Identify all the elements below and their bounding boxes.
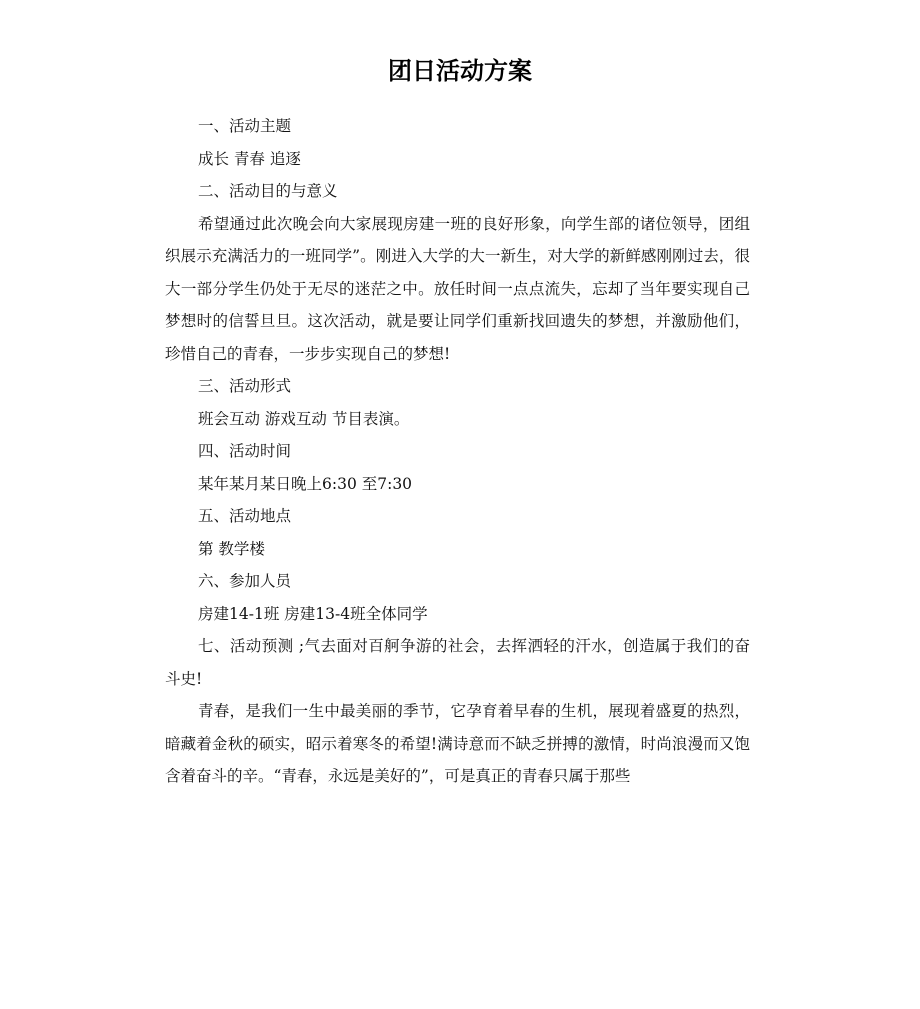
purpose-paragraph: 希望通过此次晚会向大家展现房建一班的良好形象，向学生部的诸位领导，团组织展示充满活力的一班同学”。刚进入大学的大一新生，对大学的新鲜感刚刚过去，很大一部分学生仍处于无尽的迷茫之中。放任时间一点点流失，忘却了当年要实现自己梦想时的信誓旦旦。这次活动，就是要让同学们重新找回遗失的梦想，并激励他们，珍惜自己的青春，一步步实现自己的梦想! [165,214,750,363]
section-prediction-paragraph: 七、活动预测 ;气去面对百舸争游的社会，去挥洒轻的汗水，创造属于我们的奋斗史! [165,637,750,688]
time-text: 某年某月某日晚上6:30 至7:30 [198,474,413,493]
document-title: 团日活动方案 [388,57,532,85]
theme-text: 成长 青春 追逐 [198,149,301,168]
location-text: 第 教学楼 [198,539,265,558]
section-heading-theme: 一、活动主题 [198,117,292,135]
section-heading-format: 三、活动形式 [198,377,292,395]
section-heading-purpose: 二、活动目的与意义 [198,182,338,200]
participants-text: 房建14-1班 房建13-4班全体同学 [198,604,428,623]
youth-paragraph: 青春，是我们一生中最美丽的季节，它孕育着早春的生机，展现着盛夏的热烈，暗藏着金秋的硕实，昭示着寒冬的希望!满诗意而不缺乏拼搏的激情，时尚浪漫而又饱含着奋斗的辛。“青春，永远是美好的”，可是真正的青春只属于那些 [165,702,750,785]
section-heading-location: 五、活动地点 [198,507,292,525]
section-heading-time: 四、活动时间 [198,442,292,460]
document-body [165,110,750,793]
section-heading-participants: 六、参加人员 [198,572,292,590]
format-text: 班会互动 游戏互动 节目表演。 [198,409,410,428]
